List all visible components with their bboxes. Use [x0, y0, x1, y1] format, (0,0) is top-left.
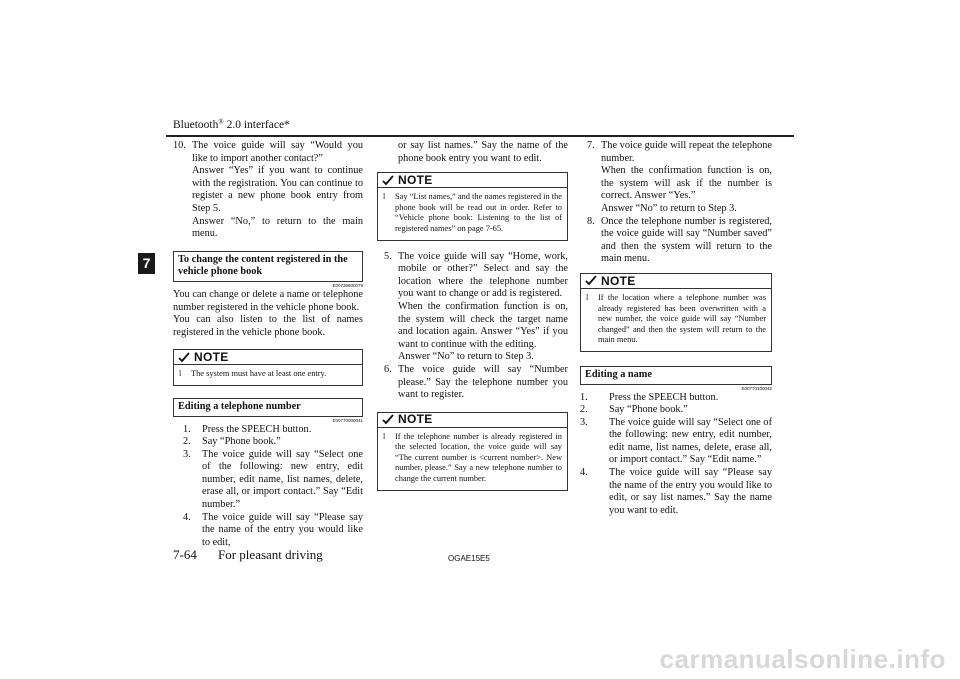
note-check-icon [382, 175, 394, 186]
note-label: NOTE [398, 172, 433, 187]
step-item: 3. The voice guide will say “Select one of the following: new entry, edit number, edit name, list names, delete, erase all, or import contact.” Say “Edit number.” [183, 448, 363, 511]
note-check-icon [178, 352, 190, 363]
note-box [377, 412, 568, 491]
page-number: 7-64 [173, 547, 197, 562]
section-code: E00770100042 [741, 385, 772, 391]
bullet-icon: l [383, 431, 386, 441]
column-3 [580, 140, 772, 517]
note-text: Say “List names,” and the names registered in the phone book will be read out in order. Refer to “Vehicle phone book: Listening to the list of registered names” on page 7-65. [395, 192, 562, 233]
step-item: 7. The voice guide will repeat the telephone number. When the confirmation function is on, the system will ask if the number is correct. Answer “Yes.” Answer “No” to return to Step 3. [587, 140, 772, 214]
continued-text: or say list names.” Say the name of the phone book entry you want to edit. [398, 140, 568, 164]
page-header-title: Bluetooth® 2.0 interface* [173, 118, 290, 131]
note-text: The system must have at least one entry. [191, 369, 327, 379]
step-item: 1. Press the SPEECH button. [580, 391, 719, 403]
bullet-icon: l [179, 369, 182, 379]
step-item: 8. Once the telephone number is registered, the voice guide will say “Number saved” and then the system will return to the main menu. [587, 215, 772, 265]
note-label: NOTE [601, 273, 636, 288]
step-item: 3. The voice guide will say “Select one of the following: new entry, edit number, edit name, list names, delete, erase all, or import contact.” Say “Edit name.” [580, 416, 772, 466]
step-item: 2. Say “Phone book.” [183, 436, 281, 448]
note-label: NOTE [398, 412, 433, 427]
section-heading-change-content: To change the content registered in the vehicle phone book [173, 251, 363, 282]
footer-section-title: For pleasant driving [218, 547, 323, 562]
note-check-icon [585, 275, 597, 286]
note-text: If the location where a telephone number was already registered has been overwritten with a new number, the voice guide will say “Number changed” and then the system will return to the main menu. [598, 292, 766, 345]
chapter-tab: 7 [138, 253, 155, 274]
section-code: E00739800079 [332, 282, 363, 288]
header-rule [166, 135, 794, 137]
step-item: 5. The voice guide will say “Home, work, mobile or other?” Select and say the location where the telephone number you want to change or add is registered. When the confirmation function is on, the system will check the target name and location again. Answer “Yes” if you want to continue with the editing. Answer “No” to return to Step 3. [384, 250, 568, 363]
note-check-icon [382, 414, 394, 425]
section-heading-edit-name: Editing a name [580, 366, 772, 385]
column-2 [377, 140, 568, 491]
note-box [377, 172, 568, 240]
footer-code: OGAE15E5 [448, 554, 490, 563]
bullet-icon: l [383, 192, 386, 202]
step-item: 6. The voice guide will say “Number please.” Say the telephone number you want to register. [384, 363, 568, 401]
step-item: 2. Say “Phone book.” [580, 404, 688, 416]
section-code: E00770000041 [332, 417, 363, 423]
step-item: 4. The voice guide will say “Please say the name of the entry you would like to edit, [183, 511, 363, 548]
paragraph: You can also listen to the list of names registered in the vehicle phone book. [173, 314, 363, 338]
paragraph: You can change or delete a name or telephone number registered in the vehicle phone book. [173, 288, 363, 313]
section-heading-edit-number: Editing a telephone number [173, 398, 363, 417]
note-text: If the telephone number is already registered in the selected location, the voice guide will say “The current number is <current number>. New number, please.” Say a new telephone number to change the current number. [395, 431, 562, 484]
note-box [173, 349, 363, 386]
watermark: carmanualsonline.info [659, 644, 946, 674]
note-box [580, 273, 772, 352]
step-item: 1. Press the SPEECH button. [183, 423, 312, 435]
column-1 [173, 140, 363, 549]
note-label: NOTE [194, 350, 229, 365]
bullet-icon: l [586, 292, 589, 302]
step-item: 4. The voice guide will say “Please say the name of the entry you would like to edit, or say list names.” Say the name you want to edit. [580, 467, 772, 516]
step-10: 10. The voice guide will say “Would you like to import another contact?” Answer “Yes” if you want to continue with the registration. You can continue to register a new phone book entry from Step 5. Answer “No,” to return to the main menu. [173, 140, 363, 240]
